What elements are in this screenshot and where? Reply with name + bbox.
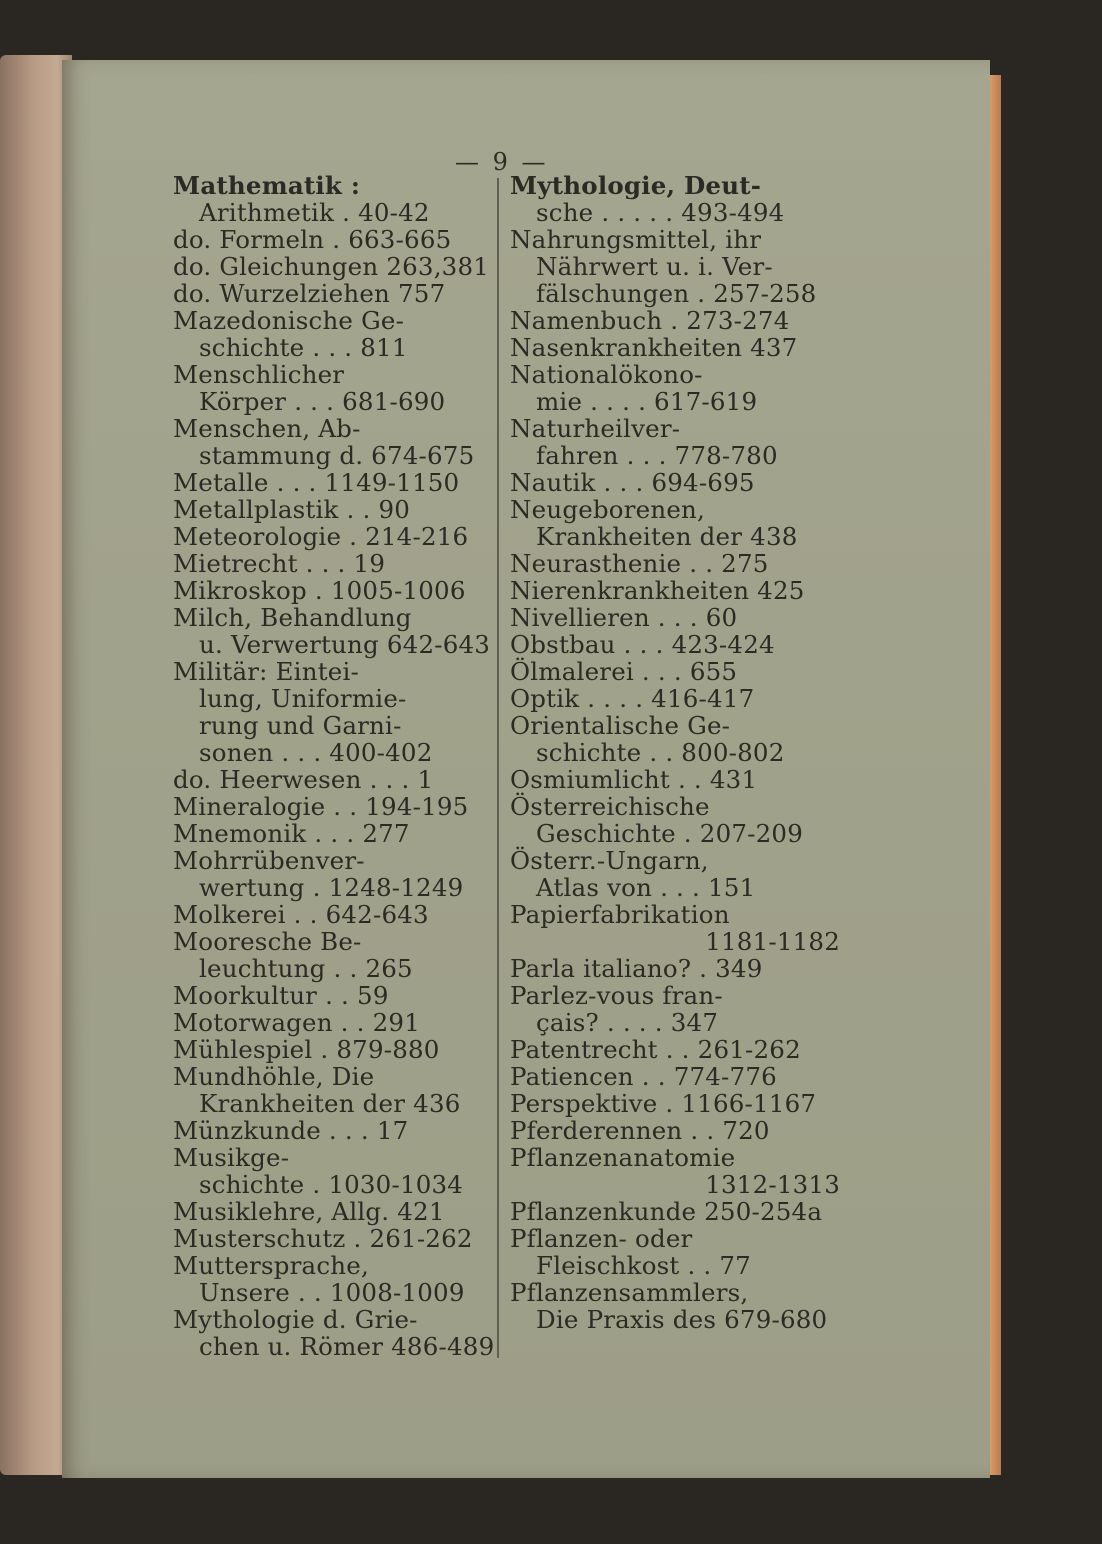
index-entry: Mohrrübenver- [173,846,365,875]
index-entry: Parla italiano? . 349 [510,954,763,983]
index-entry: Nasenkrankheiten 437 [510,333,798,362]
index-entry: Menschlicher [173,360,345,389]
index-entry: Österreichische [510,792,710,821]
index-entry: Musiklehre, Allg. 421 [173,1197,445,1226]
index-entry: Mathematik : [173,171,361,200]
page-number: — 9 — [455,148,549,176]
index-entry: Mazedonische Ge- [173,306,405,335]
index-column-right [510,172,840,1333]
index-entry: Nationalökono- [510,360,703,389]
index-entry: Papierfabrikation [510,900,730,929]
index-entry: Musikge- [173,1143,290,1172]
index-entry: Pflanzen- oder [510,1224,693,1253]
index-entry: Milch, Behandlung [173,603,412,632]
index-entry: Geschichte . 207-209 [536,819,803,848]
index-entry: Namenbuch . 273-274 [510,306,790,335]
index-entry: Mooresche Be- [173,927,362,956]
index-entry: Krankheiten der 438 [536,522,798,551]
index-entry: Meteorologie . 214-216 [173,522,469,551]
index-entry: schichte . 1030-1034 [199,1170,464,1199]
index-entry: Mikroskop . 1005-1006 [173,576,466,605]
index-entry: Österr.-Ungarn, [510,846,709,875]
index-entry: Obstbau . . . 423-424 [510,630,775,659]
index-entry: Muttersprache, [173,1251,369,1280]
index-entry: Unsere . . 1008-1009 [199,1278,465,1307]
index-entry: do. Gleichungen 263,381 [173,252,490,281]
index-entry: Metalle . . . 1149-1150 [173,468,460,497]
index-entry: 1181-1182 [705,927,840,956]
index-entry: sonen . . . 400-402 [199,738,433,767]
index-entry: Nahrungsmittel, ihr [510,225,762,254]
index-entry: Patiencen . . 774-776 [510,1062,777,1091]
index-entry: Die Praxis des 679-680 [536,1305,828,1334]
index-entry: Mnemonik . . . 277 [173,819,410,848]
index-entry: Nivellieren . . . 60 [510,603,738,632]
index-entry: Pflanzensammlers, [510,1278,749,1307]
index-entry: Neurasthenie . . 275 [510,549,769,578]
index-entry: Nautik . . . 694-695 [510,468,755,497]
index-entry: Arithmetik . 40-42 [199,198,430,227]
index-entry: do. Heerwesen . . . 1 [173,765,434,794]
index-entry: Mundhöhle, Die [173,1062,375,1091]
index-entry: do. Wurzelziehen 757 [173,279,446,308]
index-entry: Nierenkrankheiten 425 [510,576,805,605]
index-entry: Menschen, Ab- [173,414,361,443]
column-divider [497,178,499,1358]
index-entry: 1312-1313 [705,1170,840,1199]
index-entry: fälschungen . 257-258 [536,279,817,308]
index-entry: fahren . . . 778-780 [536,441,778,470]
index-entry: Atlas von . . . 151 [536,873,756,902]
index-entry: Patentrecht . . 261-262 [510,1035,801,1064]
index-entry: çais? . . . . 347 [536,1008,719,1037]
index-entry: Neugeborenen, [510,495,705,524]
index-entry: u. Verwertung 642-643 [199,630,491,659]
index-entry: Mythologie, Deut- [510,171,762,200]
index-entry: Optik . . . . 416-417 [510,684,755,713]
index-entry: Krankheiten der 436 [199,1089,461,1118]
index-entry: Münzkunde . . . 17 [173,1116,409,1145]
index-entry: Nährwert u. i. Ver- [536,252,773,281]
index-entry: Musterschutz . 261-262 [173,1224,473,1253]
index-entry: chen u. Römer 486-489 [199,1332,495,1361]
index-entry: Osmiumlicht . . 431 [510,765,758,794]
index-entry: Mietrecht . . . 19 [173,549,386,578]
index-entry: Ölmalerei . . . 655 [510,657,738,686]
index-entry: do. Formeln . 663-665 [173,225,452,254]
index-entry: Körper . . . 681-690 [199,387,446,416]
index-entry: Parlez-vous fran- [510,981,723,1010]
index-entry: Mineralogie . . 194-195 [173,792,469,821]
index-entry: Militär: Eintei- [173,657,359,686]
index-entry: Mythologie d. Grie- [173,1305,418,1334]
index-entry: Fleischkost . . 77 [536,1251,751,1280]
index-entry: mie . . . . 617-619 [536,387,758,416]
index-entry: schichte . . 800-802 [536,738,785,767]
index-entry: rung und Garni- [199,711,402,740]
index-entry: Moorkultur . . 59 [173,981,389,1010]
index-column-left [173,171,495,1361]
index-entry: sche . . . . . 493-494 [536,198,785,227]
index-entry: Molkerei . . 642-643 [173,900,429,929]
index-entry: wertung . 1248-1249 [199,873,464,902]
index-entry: Pflanzenanatomie [510,1143,736,1172]
index-entry: Pflanzenkunde 250-254a [510,1197,823,1226]
index-entry: Metallplastik . . 90 [173,495,411,524]
index-entry: Perspektive . 1166-1167 [510,1089,817,1118]
index-entry: lung, Uniformie- [199,684,407,713]
index-entry: Naturheilver- [510,414,681,443]
index-entry: Orientalische Ge- [510,711,731,740]
index-entry: Motorwagen . . 291 [173,1008,420,1037]
index-entry: leuchtung . . 265 [199,954,413,983]
index-entry: schichte . . . 811 [199,333,408,362]
index-entry: stammung d. 674-675 [199,441,475,470]
index-entry: Mühlespiel . 879-880 [173,1035,440,1064]
index-entry: Pferderennen . . 720 [510,1116,770,1145]
